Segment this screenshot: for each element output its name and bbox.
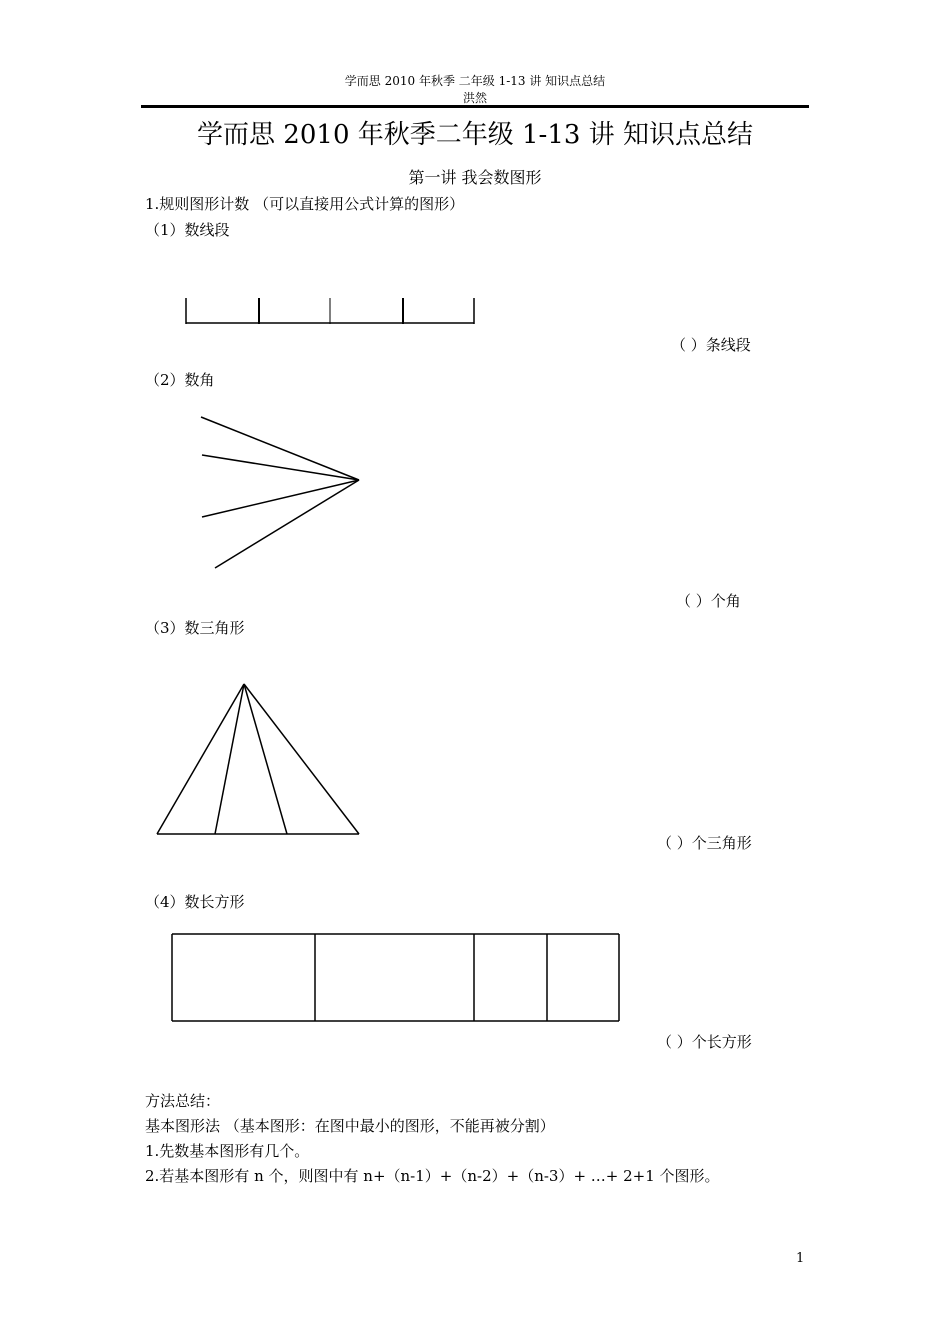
method-line-3: 2.若基本图形有 n 个，则图中有 n+（n-1）+（n-2）+（n-3）+ …+ 2+1 个图形。 — [145, 1167, 720, 1185]
method-heading: 方法总结： — [145, 1092, 221, 1110]
method-line-1: 基本图形法 （基本图形：在图中最小的图形，不能再被分割） — [145, 1117, 555, 1135]
page-title: 学而思 2010 年秋季二年级 1-13 讲 知识点总结 — [197, 120, 753, 150]
page-number: 1 — [796, 1251, 805, 1266]
answer-blank-triangles: （ ）个三角形 — [657, 834, 752, 852]
running-header: 学而思 2010 年秋季 二年级 1-13 讲 知识点总结 — [344, 74, 606, 88]
lecture-title: 第一讲 我会数图形 — [408, 168, 542, 187]
running-header-author: 洪然 — [462, 91, 487, 105]
part-label-segments: （1）数线段 — [145, 221, 230, 239]
answer-blank-rectangles: （ ）个长方形 — [657, 1033, 752, 1051]
part-label-rectangles: （4）数长方形 — [145, 893, 245, 911]
answer-blank-segments: （ ）条线段 — [671, 336, 751, 354]
answer-blank-angles: （ ）个角 — [676, 592, 741, 610]
part-label-angles: （2）数角 — [145, 371, 215, 389]
section-heading: 1.规则图形计数 （可以直接用公式计算的图形） — [145, 195, 465, 213]
part-label-triangles: （3）数三角形 — [145, 619, 245, 637]
method-line-2: 1.先数基本图形有几个。 — [145, 1142, 310, 1160]
